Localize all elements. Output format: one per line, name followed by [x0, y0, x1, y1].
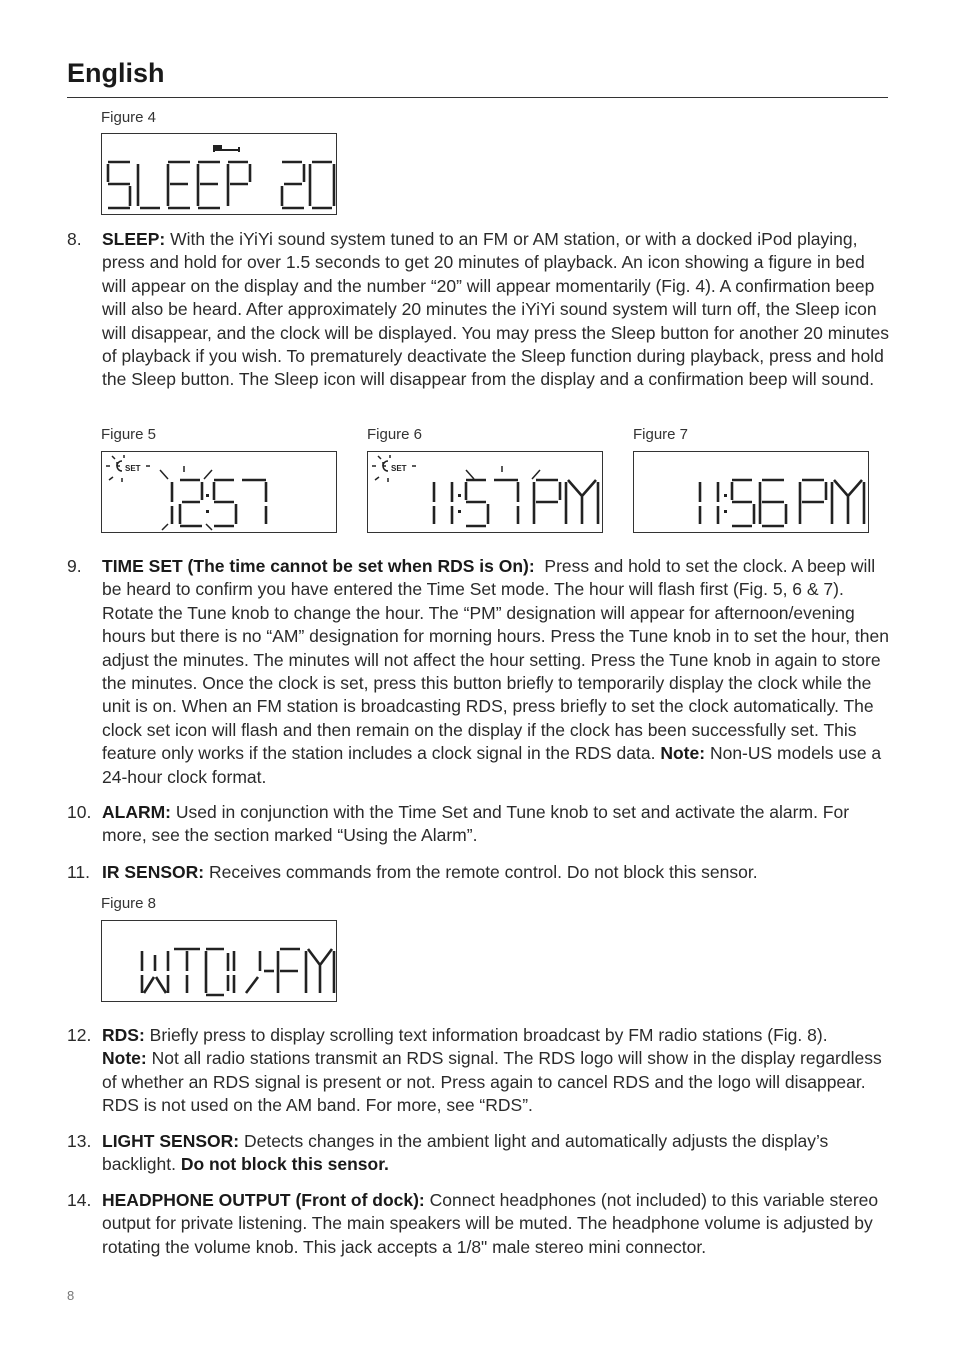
item-label: HEADPHONE OUTPUT (Front of dock): [102, 1190, 425, 1210]
item-number: 13. [67, 1131, 92, 1151]
lcd-digits-1157pm [434, 480, 598, 526]
title-divider [67, 97, 888, 98]
figure-6-lcd [367, 451, 603, 533]
note-label: Note: [660, 743, 706, 764]
figure-4-caption: Figure 4 [101, 109, 157, 126]
figure-4-lcd-display [102, 134, 336, 214]
item-text: Receives commands from the remote control. Do not block this sensor. [208, 862, 758, 882]
item-number: 12. [67, 1025, 92, 1045]
item-text: Briefly press to display scrolling text information broadcast by FM radio stations (Fig. 8). [149, 1025, 828, 1045]
item-text: Connect headphones (not included) to this variable stereo output for private listening. The main speakers will be muted. The headphone volume is adjusted by rotating the volume knob. This jack accepts a 1/8" male stereo mini connector. [102, 1190, 879, 1257]
figure-8-lcd [101, 920, 337, 1002]
figure-4-lcd [101, 133, 337, 215]
item-text: Press and hold to set the clock. A beep will be heard to confirm you have entered the Time Set mode. The hour will flash first (Fig. 5, 6 & 7). Rotate the Tune knob to change the hour. The “PM” designation will appear for afternoon/evening hours but there is no “AM” designation for morning hours. Press the Tune knob in to set the hour, then adjust the minutes. The minutes will not affect the hour setting. Press the Tune knob in again to store the minutes. Once the clock is set, press this button briefly to temporarily display the clock while the unit is on. When an FM station is broadcasting RDS, press briefly to set the clock automatically. The clock set icon will flash and then remain on the display if the clock has been successfully set. This feature only works if the station includes a clock signal in the RDS data. [102, 556, 889, 764]
figure-8-lcd-display [102, 921, 336, 1001]
flash-rays [160, 466, 212, 530]
clock-set-label: SET [391, 464, 407, 473]
item-number: 9. [67, 556, 82, 576]
list-item-headphone-output [67, 1189, 889, 1259]
item-text: Used in conjunction with the Time Set and Tune knob to set and activate the alarm. For more, see the section marked “Using the Alarm”. [102, 802, 850, 846]
item-label: IR SENSOR: [102, 862, 205, 882]
list-item-light-sensor [67, 1130, 889, 1177]
clock-set-label: SET [125, 464, 141, 473]
note-text: Non-US models use a 24-hour clock format. [102, 743, 882, 787]
item-label: SLEEP: [102, 229, 166, 249]
item-number: 14. [67, 1190, 92, 1210]
lcd-digits-sleep-20 [108, 162, 334, 208]
item-number: 10. [67, 802, 92, 822]
lcd-digits-1257 [172, 480, 266, 526]
item-label: ALARM: [102, 802, 172, 822]
figure-5-lcd-display [102, 452, 336, 532]
item-number: 8. [67, 229, 82, 249]
item-text: Detects changes in the ambient light and automatically adjusts the display’s backlight. [102, 1131, 829, 1175]
item-label: RDS: [102, 1025, 145, 1045]
list-item-sleep [67, 228, 889, 392]
figure-5-caption: Figure 5 [101, 426, 157, 443]
list-item-ir-sensor [67, 861, 889, 884]
figure-6-lcd-display [368, 452, 602, 532]
figure-5-lcd [101, 451, 337, 533]
figure-8-caption: Figure 8 [101, 895, 157, 912]
figure-7-lcd [633, 451, 869, 533]
list-item-rds [67, 1024, 889, 1118]
lcd-digits-1156pm [700, 480, 864, 526]
bed-icon [214, 145, 239, 152]
item-number: 11. [67, 862, 91, 882]
figure-6-caption: Figure 6 [367, 426, 423, 443]
list-item-alarm [67, 801, 889, 848]
figure-7-caption: Figure 7 [633, 426, 689, 443]
item-text: With the iYiYi sound system tuned to an FM or AM station, or with a docked iPod playing, press and hold for over 1.5 seconds to get 20 minutes of playback. An icon showing a figure in bed will appear on the display and the number “20” will appear momentarily (Fig. 4). A confirmation beep will also be heard. After approximately 20 minutes the iYiYi sound system will turn off, the Sleep icon will disappear, and the clock will be displayed. You may press the Sleep button for another 20 minutes of playback if you wish. To prematurely deactivate the Sleep function during playback, press and hold the Sleep button. The Sleep icon will disappear from the display and a confirmation beep will sound. [102, 229, 890, 390]
note-label: Note: [102, 1048, 147, 1069]
item-label: TIME SET (The time cannot be set when RDS is On): [102, 556, 535, 576]
item-label: LIGHT SENSOR: [102, 1131, 240, 1151]
page-number: 8 [67, 1288, 75, 1303]
figure-7-lcd-display [634, 452, 868, 532]
item-bold-tail: Do not block this sensor. [180, 1154, 389, 1175]
note-text: Not all radio stations transmit an RDS signal. The RDS logo will show in the display regardless of whether an RDS signal is present or not. Press again to cancel RDS and the logo will disappear. RDS is not used on the AM band. For more, see “RDS”. [102, 1048, 882, 1116]
lcd-digits-wtdv-fm [142, 949, 334, 995]
flash-rays [466, 466, 540, 479]
list-item-time-set [67, 555, 889, 789]
page-title: English [67, 58, 165, 88]
